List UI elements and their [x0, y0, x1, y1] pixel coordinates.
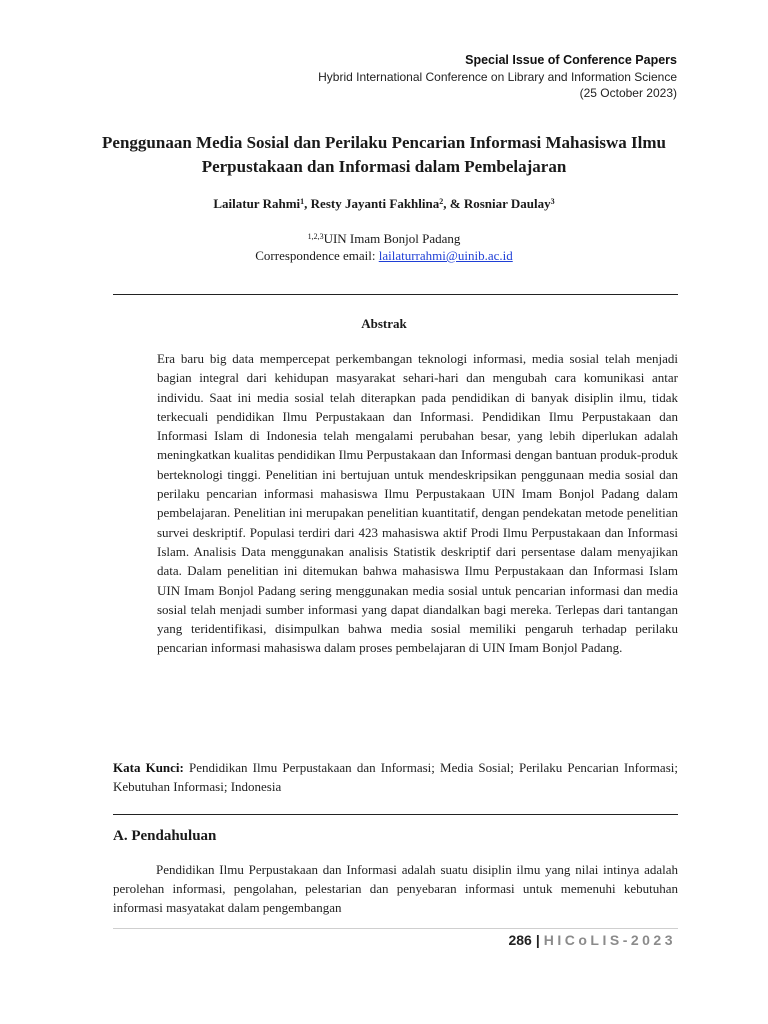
correspondence-label: Correspondence email: — [255, 248, 379, 263]
author-name: Resty Jayanti Fakhlina — [310, 196, 440, 211]
author-name: Lailatur Rahmi — [213, 196, 301, 211]
author-separator: , — [304, 196, 311, 211]
author-name: Rosniar Daulay — [463, 196, 551, 211]
keywords-text: Pendidikan Ilmu Perpustakaan dan Informasi; Media Sosial; Perilaku Pencarian Informasi; Kebutuhan Informasi; Indonesia — [113, 760, 678, 794]
section-heading: A. Pendahuluan — [113, 828, 217, 844]
affiliation-mark: 1,2,3 — [307, 232, 324, 241]
special-issue-label: Special Issue of Conference Papers — [465, 53, 677, 67]
conference-name: Hybrid International Conference on Library and Information Science — [318, 70, 677, 84]
affiliation — [90, 230, 678, 247]
author-mark: 1 — [300, 197, 305, 206]
email-link[interactable]: lailaturrahmi@uinib.ac.id — [378, 248, 513, 263]
author-mark: 2 — [439, 197, 444, 206]
page-footer — [508, 932, 676, 948]
journal-name: HICoLIS-2023 — [543, 932, 676, 948]
paper-title: Penggunaan Media Sosial dan Perilaku Pencarian Informasi Mahasiswa Ilmu Perpustakaan dan Informasi dalam Pembelajaran — [102, 133, 666, 176]
keywords-label: Kata Kunci: — [113, 760, 184, 775]
abstract-divider — [113, 814, 678, 815]
running-header — [318, 52, 677, 101]
header-divider — [113, 294, 678, 295]
affiliation-block — [90, 230, 678, 264]
abstract-heading: Abstrak — [361, 316, 407, 331]
body-paragraph: Pendidikan Ilmu Perpustakaan dan Informasi adalah suatu disiplin ilmu yang nilai intinya adalah perolehan informasi, pengolahan, pelestarian dan penyebaran informasi untuk memenuhi kebutuhan informasi masyatakat dalam pengembangan — [113, 862, 678, 915]
footer-separator: | — [535, 932, 540, 948]
conference-date: (25 October 2023) — [579, 86, 677, 100]
author-separator: , & — [443, 196, 464, 211]
page-number: 286 — [508, 932, 532, 948]
affiliation-name: UIN Imam Bonjol Padang — [323, 231, 461, 246]
author-mark: 3 — [550, 197, 555, 206]
author-list — [90, 196, 678, 212]
footer-divider — [113, 928, 678, 929]
correspondence — [90, 247, 678, 264]
abstract-text: Era baru big data mempercepat perkembangan teknologi informasi, media sosial telah menjadi bagian integral dari kehidupan masyarakat sehari-hari dan mengubah cara komunikasi antar individu. Saat ini media sosial telah diterapkan pada pendidikan di banyak disiplin ilmu, tidak terkecuali pendidikan Ilmu Perpustakaan dan Informasi. Pendidikan Ilmu Perpustakaan dan Informasi Islam di Indonesia telah mengalami perubahan besar, yang lebih diperlukan adalah meningkatkan kualitas pendidikan Ilmu Perpustakaan dan Informasi dengan bantuan produk-produk berteknologi tinggi. Penelitian ini bertujuan untuk mendeskripsikan penggunaan media sosial dan perilaku pencarian informasi mahasiswa Ilmu Perpustakaan UIN Imam Bonjol Padang dalam pembelajaran. Penelitian ini merupakan penelitian kuantitatif, dengan pendekatan metode penelitian survei deskriptif. Populasi terdiri dari 423 mahasiswa aktif Prodi Ilmu Perpustakaan dan Informasi Islam. Analisis Data menggunakan analisis Statistik deskriptif dari persentase dalam menyajikan data. Dalam penelitian ini ditemukan bahwa mahasiswa Ilmu Perpustakaan dan Informasi Islam UIN Imam Bonjol Padang sering menggunakan media sosial untuk pencarian informasi dan media sosial telah menjadi sumber informasi yang dapat diandalkan bagi mereka. Terlepas dari tantangan yang teridentifikasi, disimpulkan bahwa media sosial memiliki pengaruh terhadap perilaku pencarian informasi mahasiswa dalam proses pembelajaran di UIN Imam Bonjol Padang. — [157, 351, 678, 656]
keywords — [113, 758, 678, 796]
